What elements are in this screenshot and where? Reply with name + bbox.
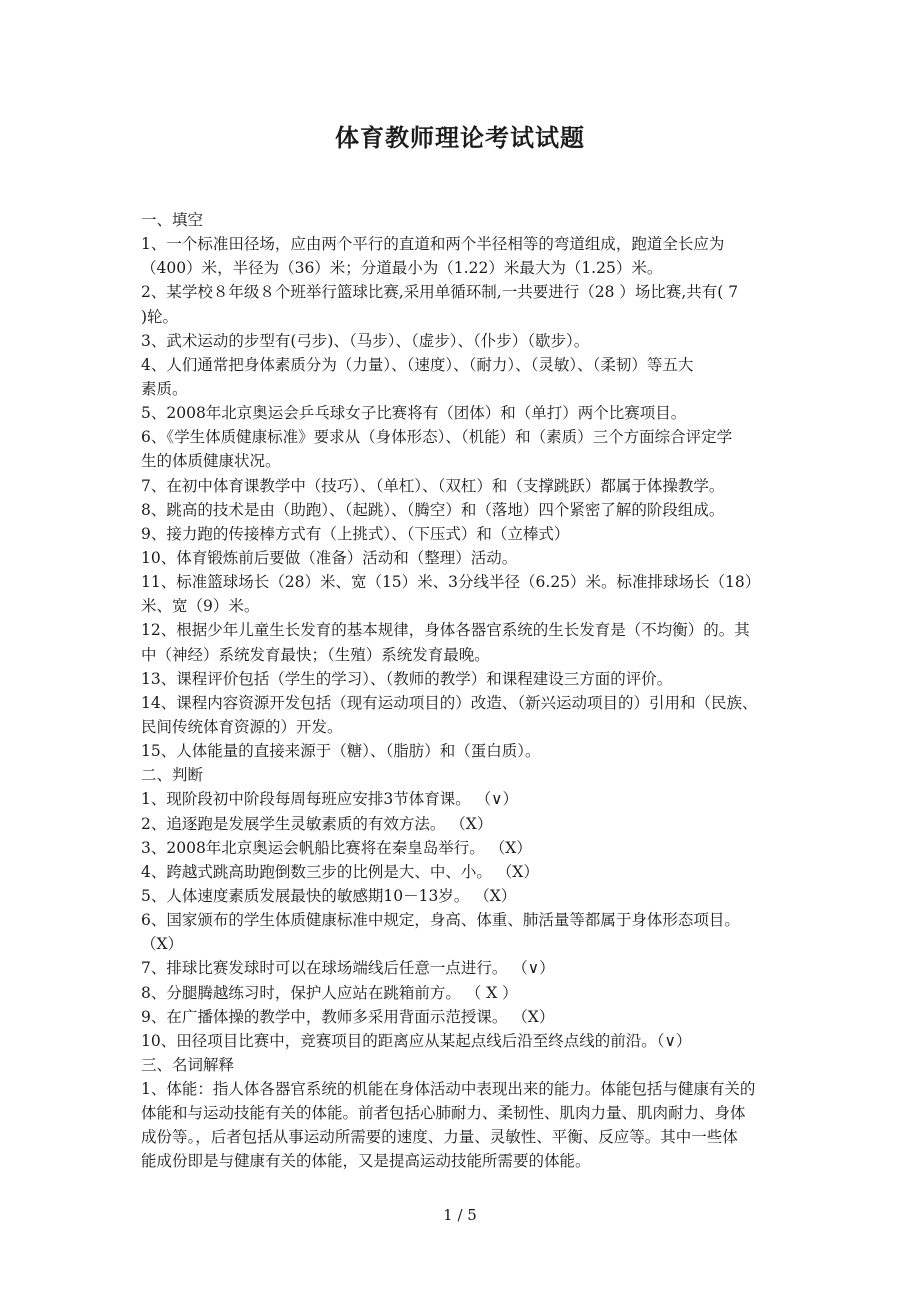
- text-line: 一、填空: [141, 211, 204, 229]
- text-line: 成份等。，后者包括从事运动所需要的速度、力量、灵敏性、平衡、反应等。其中一些体: [141, 1128, 738, 1147]
- text-line: 1、现阶段初中阶段每周每班应安排3节体育课。 （∨）: [141, 790, 518, 809]
- text-line: 素质。: [141, 379, 188, 398]
- text-line: 4、跨越式跳高助跑倒数三步的比例是大、中、小。 （X）: [141, 862, 539, 881]
- document-title: 体育教师理论考试试题: [335, 123, 585, 152]
- text-line: 7、排球比赛发球时可以在球场端线后任意一点进行。 （∨）: [141, 959, 555, 978]
- text-line: （400）米，半径为（36）米；分道最小为（1.22）米最大为（1.25）米。: [141, 259, 663, 278]
- text-line: 5、2008年北京奥运会乒乓球女子比赛将有（团体）和（单打）两个比赛项目。: [141, 404, 687, 423]
- text-line: )轮。: [141, 307, 179, 326]
- text-line: 体能和与运动技能有关的体能。前者包括心肺耐力、柔韧性、肌肉力量、肌肉耐力、身体: [141, 1104, 746, 1123]
- text-line: 9、在广播体操的教学中，教师多采用背面示范授课。 （X）: [141, 1007, 555, 1026]
- text-line: 10、体育锻炼前后要做（准备）活动和（整理）活动。: [141, 548, 518, 567]
- document-body: [141, 208, 791, 1174]
- text-line: 2、追逐跑是发展学生灵敏素质的有效方法。 （X）: [141, 814, 493, 833]
- text-line: 6、国家颁布的学生体质健康标准中规定，身高、体重、肺活量等都属于身体形态项目。: [141, 911, 740, 930]
- text-line: 民间传统体育资源的）开发。: [141, 717, 343, 736]
- text-line: 1、一个标准田径场，应由两个平行的直道和两个半径相等的弯道组成，跑道全长应为: [141, 235, 725, 254]
- text-line: 15、人体能量的直接来源于（糖）、（脂肪）和（蛋白质）。: [141, 742, 541, 761]
- text-line: （X）: [141, 935, 184, 954]
- text-line: 12、根据少年儿童生长发育的基本规律，身体各器官系统的生长发育是（不均衡）的。其: [141, 621, 750, 640]
- text-line: 13、课程评价包括（学生的学习）、（教师的教学）和课程建设三方面的评价。: [141, 669, 673, 688]
- text-line: 11、标准篮球场长（28）米、宽（15）米、3分线半径（6.25）米。标准排球场长（18）: [141, 573, 761, 592]
- text-line: 5、人体速度素质发展最快的敏感期10－13岁。 （X）: [141, 886, 517, 905]
- text-line: 能成份即是与健康有关的体能，又是提高运动技能所需要的体能。: [141, 1152, 591, 1171]
- text-line: 中（神经）系统发育最快；（生殖）系统发育最晚。: [141, 645, 490, 664]
- text-line: 三、名词解释: [141, 1055, 235, 1074]
- text-line: 1、体能：指人体各器官系统的机能在身体活动中表现出来的能力。体能包括与健康有关的: [141, 1080, 756, 1099]
- text-line: 3、武术运动的步型有(弓步)、（马步）、（虚步）、（仆步）（歇步）。: [141, 331, 590, 350]
- text-line: 14、课程内容资源开发包括（现有运动项目的）改造、（新兴运动项目的）引用和（民族、: [141, 693, 758, 712]
- text-line: 9、接力跑的传接棒方式有（上挑式）、（下压式）和（立棒式）: [141, 524, 570, 543]
- text-line: 8、分腿腾越练习时，保护人应站在跳箱前方。 （ X ）: [141, 983, 518, 1002]
- text-line: 7、在初中体育课教学中（技巧）、（单杠）、（双杠）和（支撑跳跃）都属于体操教学。: [141, 476, 725, 495]
- text-line: 10、田径项目比赛中，竞赛项目的距离应从某起点线后沿至终点线的前沿。（∨）: [141, 1031, 692, 1050]
- text-line: 2、某学校８年级８个班举行篮球比赛,采用单循环制,一共要进行（28 ）场比赛,共有( 7: [141, 283, 739, 302]
- text-line: 米、宽（9）米。: [141, 597, 260, 616]
- text-line: 4、人们通常把身体素质分为（力量）、（速度）、（耐力）、（灵敏）、（柔韧）等五大: [141, 355, 694, 374]
- text-line: 8、跳高的技术是由（助跑）、（起跳）、（腾空）和（落地）四个紧密了解的阶段组成。: [141, 500, 725, 519]
- text-line: 生的体质健康状况。: [141, 452, 281, 471]
- text-line: 6、《学生体质健康标准》要求从（身体形态）、（机能）和（素质）三个方面综合评定学: [141, 428, 733, 447]
- page-number: 1 / 5: [443, 1206, 477, 1224]
- text-line: 3、2008年北京奥运会帆船比赛将在秦皇岛举行。 （X）: [141, 838, 532, 857]
- text-line: 二、判断: [141, 766, 204, 785]
